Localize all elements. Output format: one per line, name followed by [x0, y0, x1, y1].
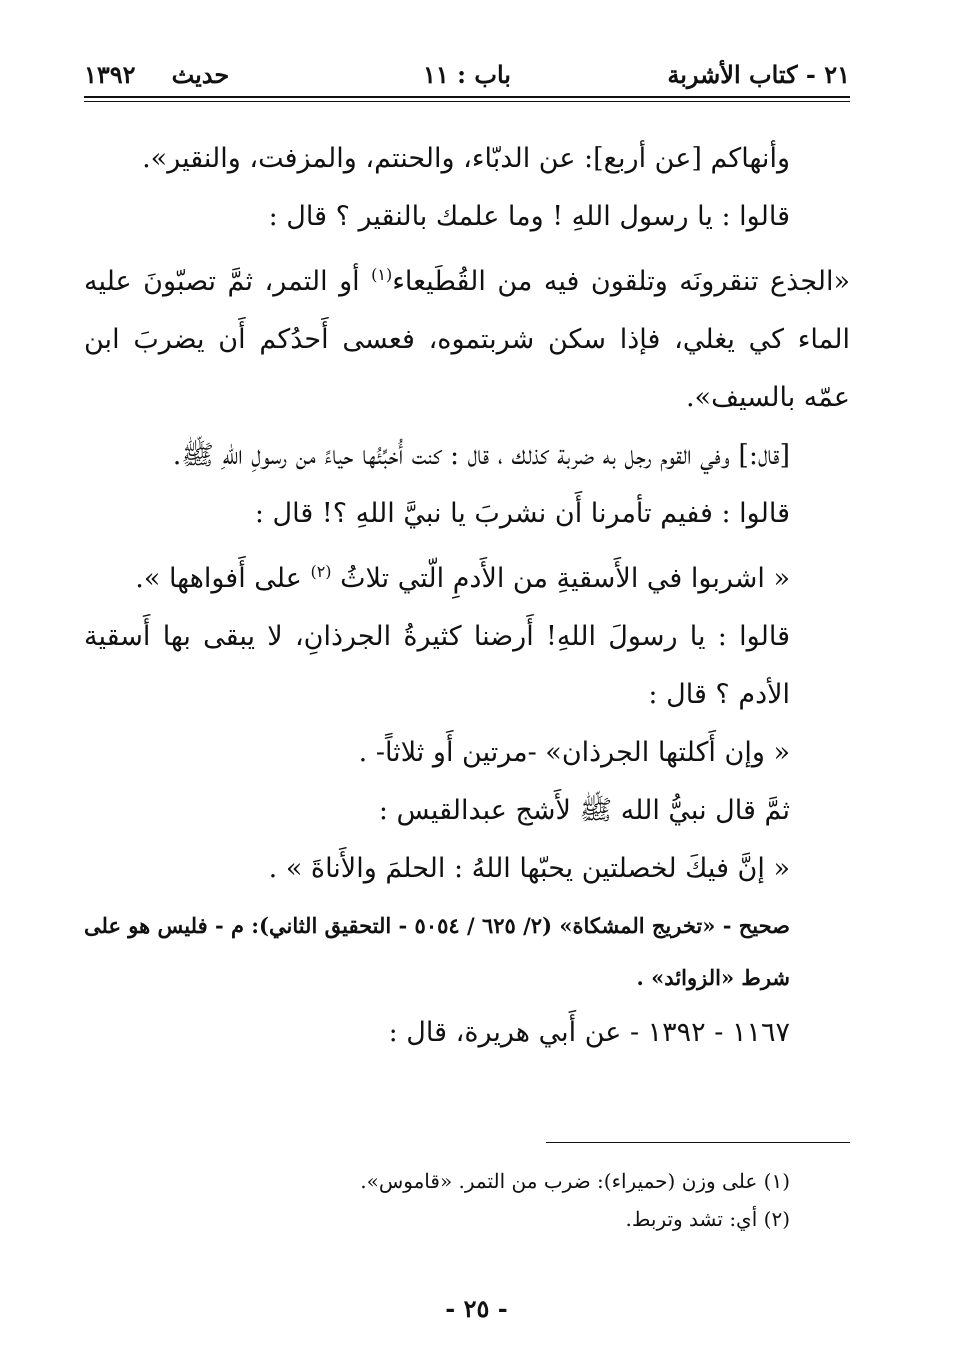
- footnotes: [84, 1162, 850, 1238]
- text-paragraph: [قال:] وفي القوم رجل به ضربة كذلك ، قال : كنت أُخبِّئُها حياءً من رسولِ اللهِ ﷺ.: [172, 440, 790, 471]
- text-line: وأنهاكم [عن أربع]: عن الدبّاء، والحنتم، والمزفت، والنقير».: [142, 143, 790, 174]
- chapter-title: ٢١ - كتاب الأشربة: [667, 60, 850, 89]
- text-line: ثمَّ قال نبيُّ الله ﷺ لأَشج عبدالقيس :: [378, 795, 790, 826]
- hadith-number: ١٣٩٢: [84, 60, 136, 89]
- text-line: « وإن أَكلتها الجرذان» -مرتين أَو ثلاثاً- .: [358, 737, 790, 768]
- main-text: [84, 130, 850, 1062]
- next-hadith-heading: ١١٦٧ - ١٣٩٢ - عن أَبي هريرة، قال :: [388, 1017, 790, 1048]
- text-line: قالوا : يا رسول اللهِ ! وما علمك بالنقير ؟ قال :: [268, 201, 790, 232]
- hadith-label: حديث: [171, 60, 230, 89]
- footnote-marker: (١): [371, 265, 393, 284]
- text-line: قالوا : ففيم تأمرنا أَن نشربَ يا نبيَّ اللهِ ؟! قال :: [254, 498, 790, 529]
- page-number: - ٢٥ -: [445, 1294, 508, 1323]
- section-title: باب : ١١: [423, 60, 511, 89]
- hadith-reference: [84, 60, 229, 89]
- running-header: [84, 56, 850, 96]
- footnote: (١) على وزن (حميراء): ضرب من التمر. «قاموس».: [360, 1169, 790, 1193]
- text-line: [84, 543, 850, 608]
- text-segment: «الجذع تنقرونَه وتلقون فيه من القُطَيعاء: [392, 266, 850, 297]
- footnote-marker: (٢): [310, 562, 332, 581]
- text-segment: « اشربوا في الأَسقيةِ من الأَدمِ الّتي تلاثُ: [331, 563, 790, 594]
- footnote-rule: [546, 1142, 850, 1143]
- text-line: « إنَّ فيكَ لخصلتين يحبّها اللهُ : الحلمَ والأَناةَ » .: [268, 853, 790, 884]
- text-segment: على أَفواهها ».: [135, 563, 311, 594]
- header-rule-thin: [84, 101, 850, 102]
- source-note: صحيح - «تخريج المشكاة» (٢/ ٦٢٥ / ٥٠٥٤ - التحقيق الثاني): م - فليس هو على شرط «الزوائد» .: [84, 913, 790, 990]
- text-paragraph: [84, 246, 850, 427]
- text-segment: أو التمر، ثمَّ تصبّونَ عليه الماء كي يغلي، فإذا سكن شربتموه، فعسى أَحدُكم أَن يضربَ ابن عمّه بالسيف».: [84, 266, 850, 413]
- footnote: (٢) أي: تشد وتربط.: [625, 1207, 790, 1231]
- text-paragraph: قالوا : يا رسولَ اللهِ! أَرضنا كثيرةُ الجرذانِ، لا يبقى بها أَسقية الأدم ؟ قال :: [84, 621, 790, 710]
- header-rule-thick: [84, 96, 850, 98]
